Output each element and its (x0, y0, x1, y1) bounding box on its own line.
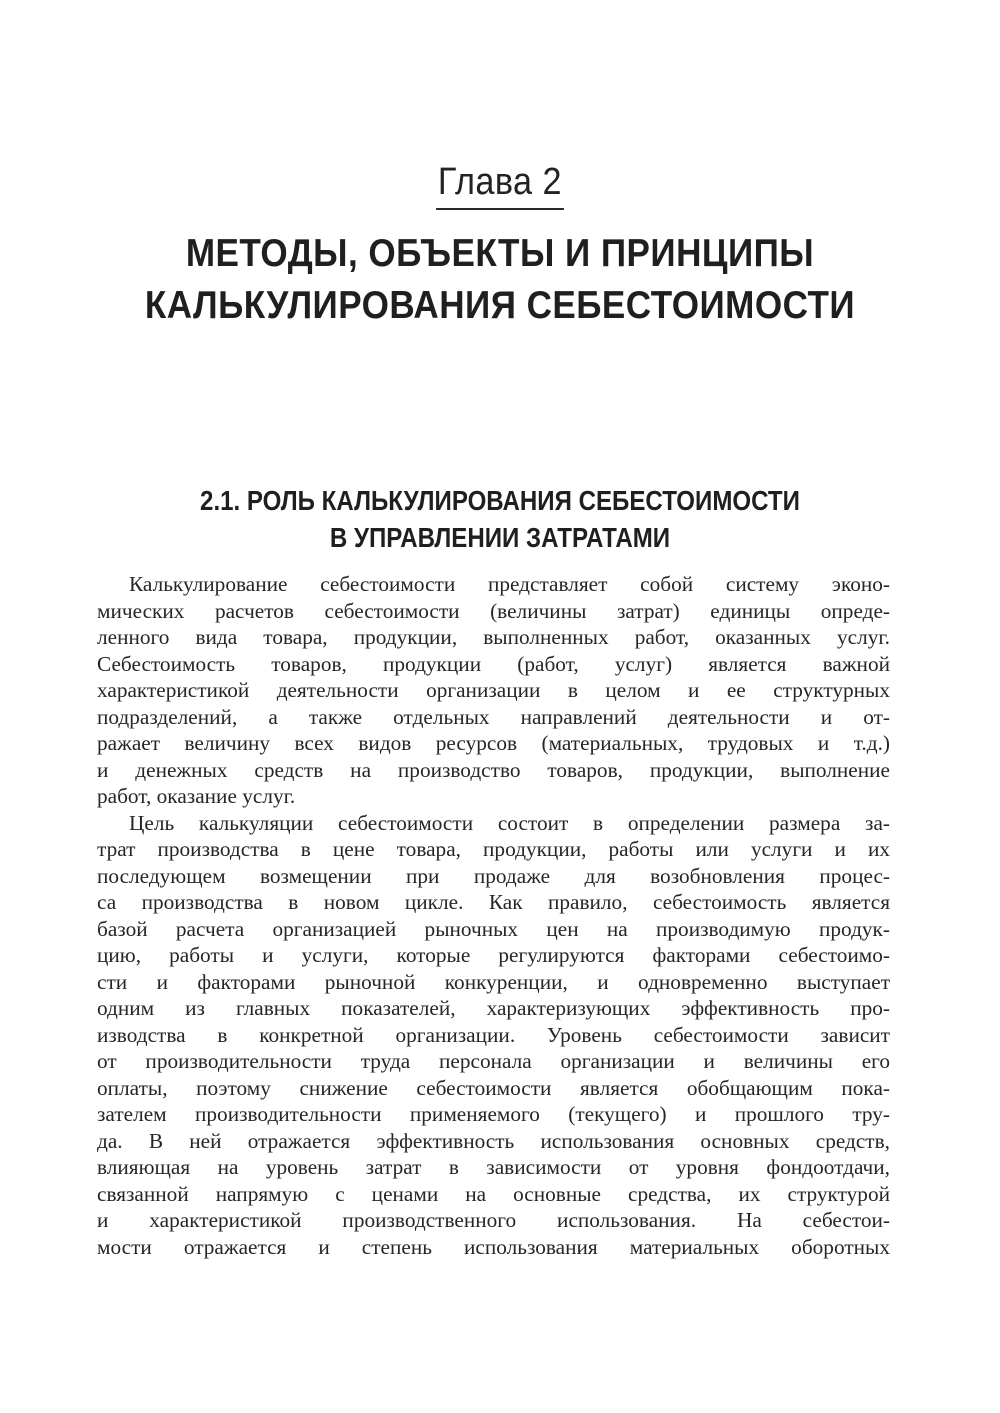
text-line: Цель калькуляции себестоимости состоит в определении размера за- (129, 810, 890, 835)
text-line: подразделений, а также отдельных направлений деятельности и от- (97, 704, 890, 729)
text-line: Себестоимость товаров, продукции (работ, услуг) является важной (97, 651, 890, 676)
chapter-title-line: КАЛЬКУЛИРОВАНИЯ СЕБЕСТОИМОСТИ (144, 284, 856, 327)
body-text (97, 571, 890, 1260)
paragraph (97, 571, 890, 810)
text-line: Калькулирование себестоимости представляет собой систему эконо- (129, 572, 890, 596)
text-line: работ, оказание услуг. (97, 784, 296, 808)
text-line: и денежных средств на производство товаров, продукции, выполнение (97, 757, 890, 782)
section-title-line: В УПРАВЛЕНИИ ЗАТРАТАМИ (329, 522, 671, 553)
section-header (0, 482, 1000, 556)
text-line: са производства в новом цикле. Как правило, себестоимость является (97, 890, 890, 914)
text-line: оплаты, поэтому снижение себестоимости является обобщающим пока- (97, 1075, 890, 1100)
text-line: зателем производительности применяемого (текущего) и прошлого тру- (97, 1102, 890, 1126)
text-line: ленного вида товара, продукции, выполненных работ, оказанных услуг. (97, 625, 890, 649)
text-line: и характеристикой производственного использования. На себестои- (97, 1208, 890, 1232)
text-line: от производительности труда персонала организации и величины его (97, 1049, 890, 1073)
text-line: мических расчетов себестоимости (величины затрат) единицы опреде- (97, 598, 890, 623)
section-title (70, 482, 930, 556)
text-line: ражает величину всех видов ресурсов (материальных, трудовых и т.д.) (97, 731, 890, 755)
text-line: мости отражается и степень использования материальных оборотных (97, 1234, 890, 1259)
text-line: влияющая на уровень затрат в зависимости от уровня фондоотдачи, (97, 1155, 890, 1179)
chapter-title (50, 228, 950, 332)
text-line: характеристикой деятельности организации в целом и ее структурных (97, 678, 890, 702)
text-line: одним из главных показателей, характеризующих эффективность про- (97, 996, 890, 1020)
text-line: трат производства в цене товара, продукции, работы или услуги и их (97, 837, 890, 861)
text-line: цию, работы и услуги, которые регулируются факторами себестоимо- (97, 943, 890, 967)
text-line: изводства в конкретной организации. Уровень себестоимости зависит (97, 1022, 890, 1047)
chapter-title-line: МЕТОДЫ, ОБЪЕКТЫ И ПРИНЦИПЫ (185, 232, 815, 275)
paragraph (97, 810, 890, 1261)
chapter-header (0, 160, 1000, 332)
chapter-label: Глава 2 (436, 160, 564, 210)
text-line: связанной напрямую с ценами на основные средства, их структурой (97, 1181, 890, 1206)
text-line: сти и факторами рыночной конкуренции, и одновременно выступает (97, 969, 890, 994)
section-title-line: 2.1. РОЛЬ КАЛЬКУЛИРОВАНИЯ СЕБЕСТОИМОСТИ (200, 485, 800, 516)
text-line: да. В ней отражается эффективность использования основных средств, (97, 1128, 890, 1153)
text-line: базой расчета организацией рыночных цен на производимую продук- (97, 916, 890, 941)
text-line: последующем возмещении при продаже для возобновления процес- (97, 863, 890, 888)
